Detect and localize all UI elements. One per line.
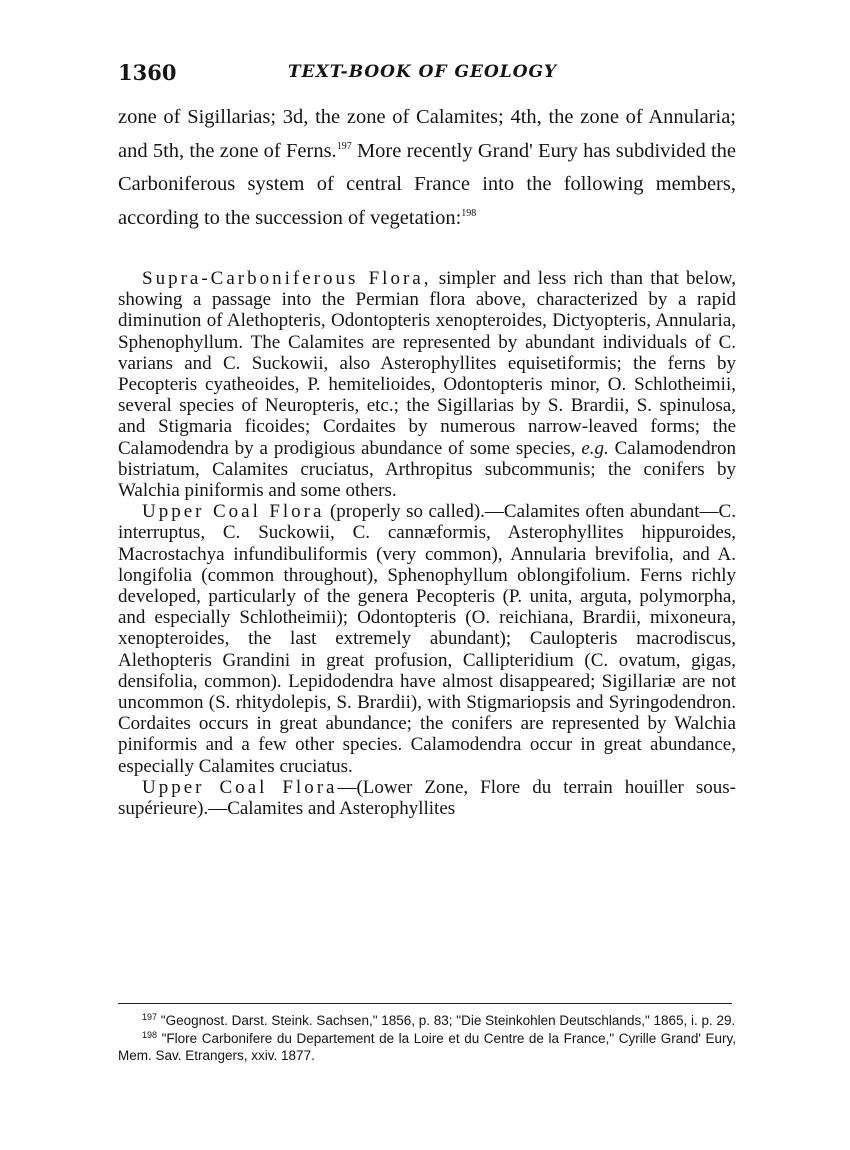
paragraph-text: —(Lower Zone, Flore du terrain houiller sous-supérieure).—Calamites and Asterophyllites	[118, 776, 736, 820]
paragraph-text-continued: Calamodendron bistriatum, Calamites cruciatus, Arthropitus subcommunis; the conifers by Walchia piniformis and some others.	[118, 437, 736, 502]
footnote-mark: 198	[142, 1030, 158, 1040]
section-heading: Upper Coal Flora	[142, 501, 325, 523]
footnote-text: "Geognost. Darst. Steink. Sachsen," 1856, p. 83; "Die Steinkohlen Deutschlands," 1865, i. p. 29.	[160, 1013, 736, 1028]
footnote-text: "Flore Carbonifere du Departement de la Loire et du Centre de la France," Cyrille Grand' Eury, Mem. Sav. Etrangers, xxiv. 1877.	[118, 1031, 736, 1063]
footnote-mark: 197	[142, 1012, 158, 1022]
paragraph-italic: e.g.	[581, 437, 609, 459]
paragraph-upper-coal-flora-lower-zone	[118, 777, 736, 819]
page-header	[118, 60, 732, 90]
paragraph-text: (properly so called).—Calamites often abundant—C. interruptus, C. Suckowii, C. cannæformis, Asterophyllites hippuroides, Macrostachya infundibuliformis (very common), Annularia brevifolia, and A. longifolia (common throughout), Sphenophyllum oblongifolium. Ferns richly developed, particularly of the genera Pecopteris (P. unita, arguta, polymorpha, and especially Schlotheimii); Odontopteris (O. reichiana, Brardii, mixoneura, xenopteroides, the last extremely abundant); Caulopteris macrodiscus, Alethopteris Grandini in great profusion, Callipteridium (C. ovatum, gigas, densifolia, common). Lepidodendra have almost disappeared; Sigillariæ are not uncommon (S. rhitydolepis, S. Brardii), with Stigmariopsis and Syringodendron. Cordaites occurs in great abundance; the conifers are represented by Walchia piniformis and a few other species. Calamodendra occur in great abundance, especially Calamites cruciatus.	[118, 501, 736, 777]
paragraph-upper-coal-flora	[118, 501, 736, 777]
footnotes	[118, 1012, 736, 1065]
footnote-ref-197[interactable]: 197	[336, 140, 352, 152]
section-heading: Upper Coal Flora	[142, 776, 338, 798]
lead-text-continued: More recently Grand' Eury has subdivided the Carboniferous system of central France into the following members, according to the succession of vegetation:	[118, 139, 736, 229]
section-heading: Supra-Carboniferous Flora,	[142, 268, 432, 289]
lead-text: zone of Sigillarias; 3d, the zone of Calamites; 4th, the zone of Annularia; and 5th, the zone of Ferns.	[118, 106, 736, 162]
running-title: TEXT-BOOK OF GEOLOGY	[288, 62, 558, 82]
footnote-ref-198[interactable]: 198	[461, 207, 477, 219]
page-number: 1360	[118, 60, 177, 85]
paragraph-supra-carboniferous	[118, 268, 736, 501]
footnote-197	[118, 1012, 736, 1029]
body-text	[118, 268, 736, 819]
paragraph-text: simpler and less rich than that below, showing a passage into the Permian flora above, characterized by a rapid diminution of Alethopteris, Odontopteris xenopteroides, Dictyopteris, Annularia, Sphenophyllum. The Calamites are represented by abundant individuals of C. varians and C. Suckowii, also Asterophyllites equisetiformis; the ferns by Pecopteris cyatheoides, P. hemitelioides, Odontopteris minor, O. Schlotheimii, several species of Neuropteris, etc.; the Sigillarias by S. Brardii, S. spinulosa, and Stigmaria ficoides; Cordaites by numerous narrow-leaved forms; the Calamodendra by a prodigious abundance of some species,	[118, 268, 736, 459]
lead-paragraph	[118, 101, 736, 235]
footnote-divider	[118, 1003, 732, 1004]
footnote-198	[118, 1030, 736, 1064]
